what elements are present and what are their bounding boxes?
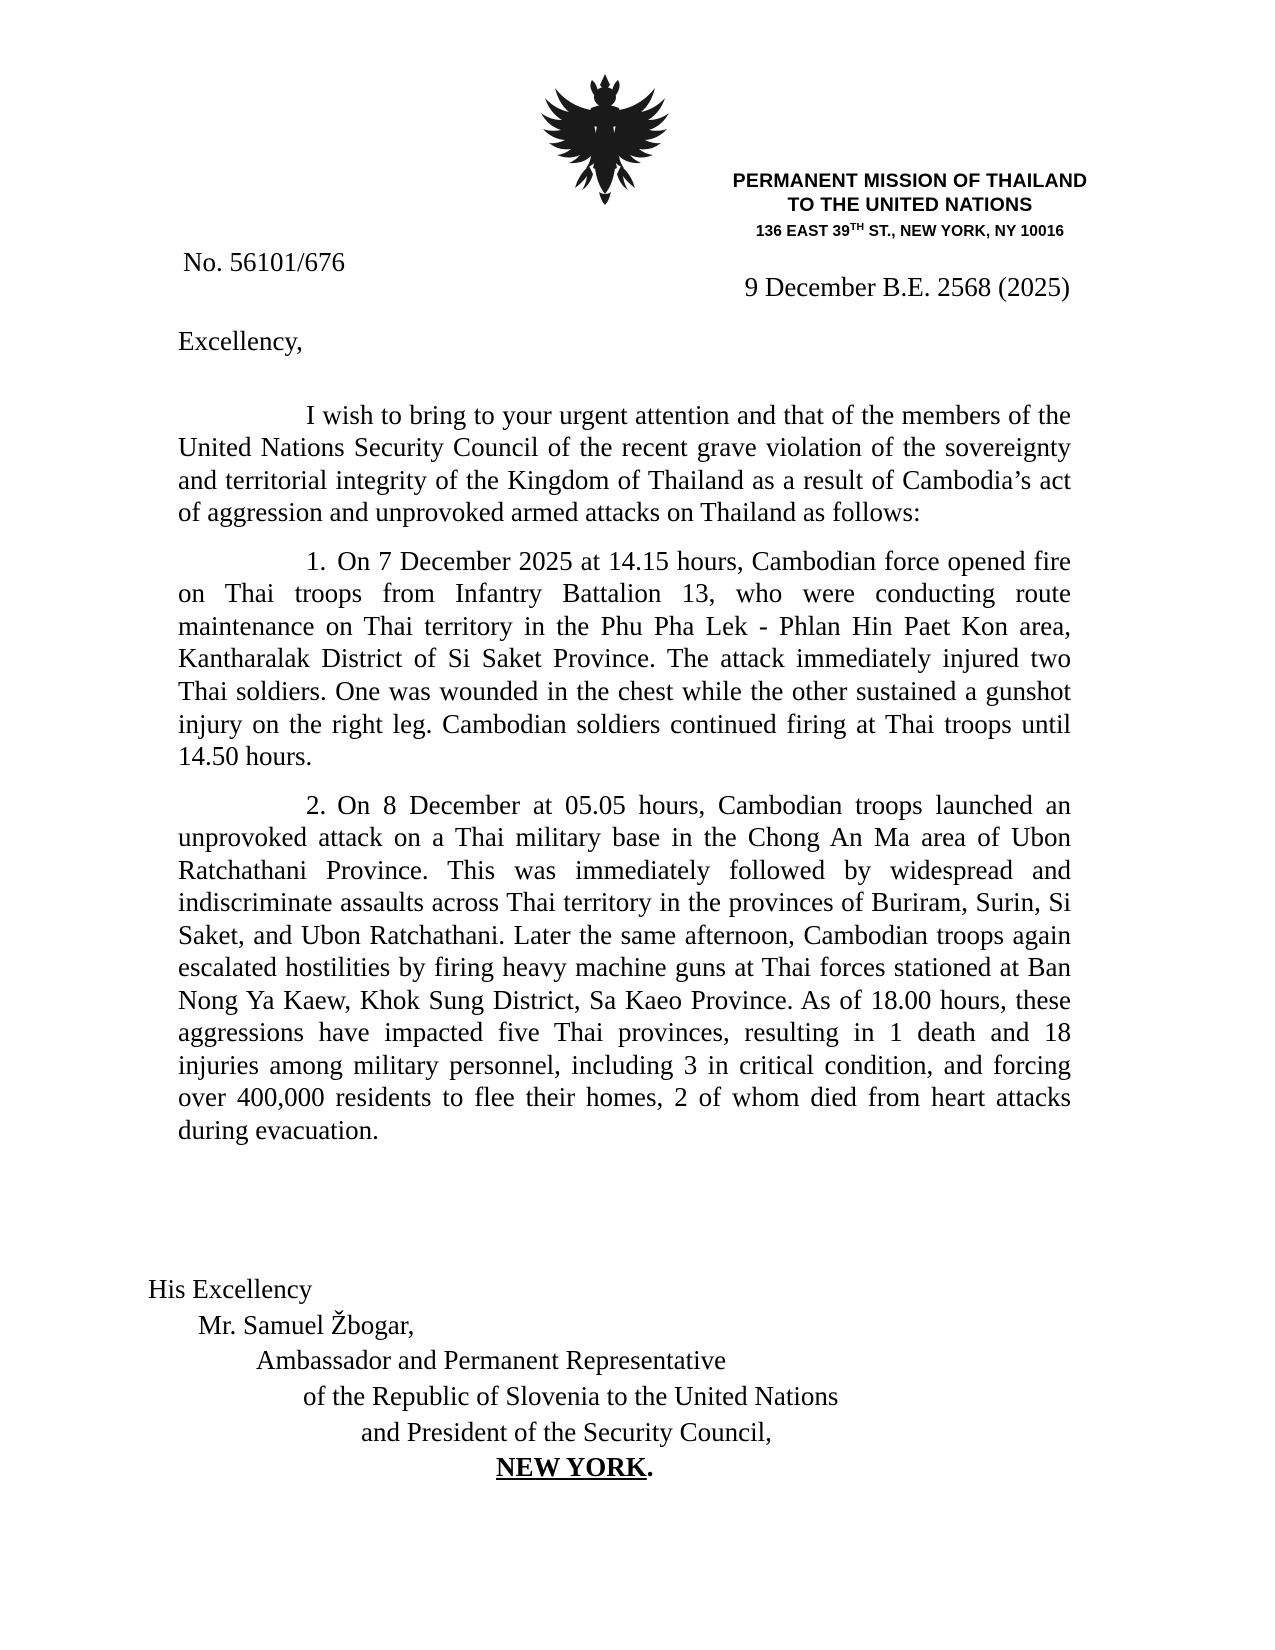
addressee-city-period: . <box>646 1452 654 1483</box>
paragraph-item-2 <box>178 789 1071 1147</box>
item-2-text: On 8 December at 05.05 hours, Cambodian troops launched an unprovoked attack on a Thai military base in the Chong An Ma area of Ubon Ratchathani Province. This was immediately followed by widespread and indiscriminate assaults across Thai territory in the provinces of Buriram, Surin, Si Saket, and Ubon Ratchathani. Later the same afternoon, Cambodian troops again escalated hostilities by firing heavy machine guns at Thai forces stationed at Ban Nong Ya Kaew, Khok Sung District, Sa Kaeo Province. As of 18.00 hours, these aggressions have impacted five Thai provinces, resulting in 1 death and 18 injuries among military personnel, including 3 in critical condition, and forcing over 400,000 residents to flee their homes, 2 of whom died from heart attacks during evacuation. <box>178 789 1071 1145</box>
addressee-line-4: of the Republic of Slovenia to the United Nations <box>303 1380 839 1411</box>
date-line: 9 December B.E. 2568 (2025) <box>744 272 1070 302</box>
item-1-text: On 7 December 2025 at 14.15 hours, Cambodian force opened fire on Thai troops from Infantry Battalion 13, who were conducting route maintenance on Thai territory in the Phu Pha Lek - Phlan Hin Paet Kon area, Kantharalak District of Si Saket Province. The attack immediately injured two Thai soldiers. One was wounded in the chest while the other sustained a gunshot injury on the right leg. Cambodian soldiers continued firing at Thai troops until 14.50 hours. <box>178 545 1071 772</box>
letter-body <box>178 325 1071 1146</box>
mission-title-line-2: TO THE UNITED NATIONS <box>787 193 1033 216</box>
addressee-line-5: and President of the Security Council, <box>361 1416 772 1447</box>
salutation: Excellency, <box>178 326 303 356</box>
mission-address-prefix: 136 EAST 39 <box>755 222 850 240</box>
addressee-line-2: Mr. Samuel Žbogar, <box>198 1309 415 1340</box>
addressee-block <box>148 1272 1098 1486</box>
addressee-city-text: NEW YORK <box>496 1452 647 1483</box>
reference-number: No. 56101/676 <box>183 247 345 277</box>
addressee-line-1: His Excellency <box>148 1274 313 1304</box>
addressee-city <box>496 1450 1098 1486</box>
mission-address-suffix: ST., NEW YORK, NY 10016 <box>864 222 1065 240</box>
mission-address-ordinal: TH <box>849 220 865 233</box>
mission-title-line-1: PERMANENT MISSION OF THAILAND <box>732 170 1088 192</box>
paragraph-intro: I wish to bring to your urgent attention and that of the members of the United Nations Security Council of the recent grave violation of the sovereignty and territorial integrity of the Kingdom of Thailand as a result of Cambodia’s act of aggression and unprovoked armed attacks on Thailand as follows: <box>178 399 1071 528</box>
letterhead <box>0 60 1275 277</box>
addressee-line-3: Ambassador and Permanent Representative <box>256 1345 727 1376</box>
item-1-number: 1. <box>306 545 327 576</box>
item-2-number: 2. <box>306 789 327 820</box>
mission-header <box>690 170 1130 243</box>
paragraph-item-1 <box>178 545 1071 773</box>
garuda-emblem-icon <box>525 68 685 208</box>
mission-address <box>690 220 1130 243</box>
